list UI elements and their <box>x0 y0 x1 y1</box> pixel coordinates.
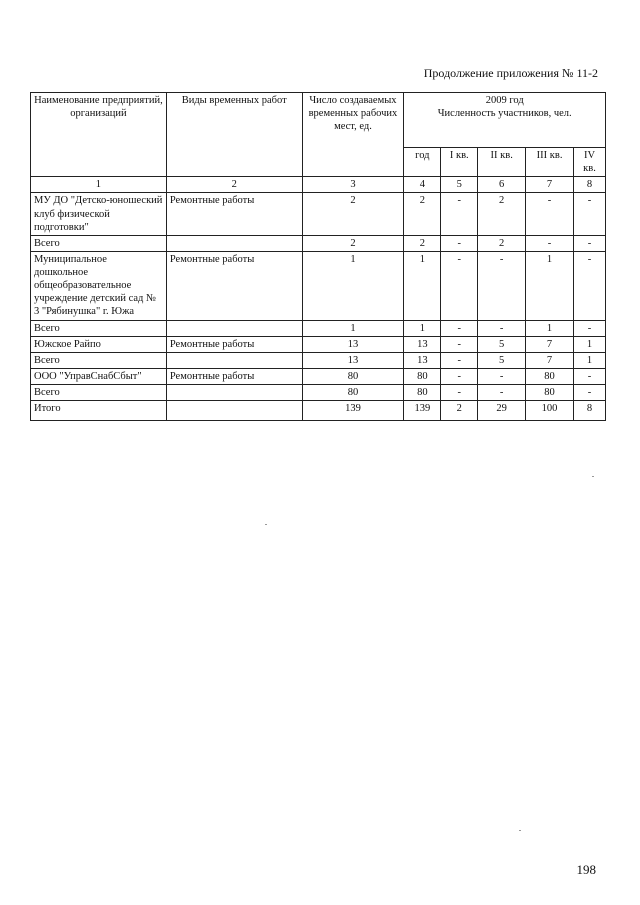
cell-work <box>166 320 302 336</box>
col-number: 5 <box>441 177 478 193</box>
cell-q1: 2 <box>441 401 478 421</box>
cell-q1: - <box>441 352 478 368</box>
cell-work: Ремонтные работы <box>166 251 302 320</box>
table-row <box>31 320 606 336</box>
header-year-group <box>404 93 606 148</box>
cell-q1: - <box>441 336 478 352</box>
cell-work: Ремонтные работы <box>166 336 302 352</box>
table-row <box>31 235 606 251</box>
cell-org: ООО "УправСнабСбыт" <box>31 368 167 384</box>
table-row <box>31 193 606 235</box>
cell-org: Всего <box>31 385 167 401</box>
cell-q2: - <box>478 385 526 401</box>
cell-q1: - <box>441 193 478 235</box>
header-q4: IV кв. <box>574 148 606 177</box>
cell-jobs: 1 <box>302 251 404 320</box>
cell-q4: 8 <box>574 401 606 421</box>
table-row <box>31 251 606 320</box>
cell-q1: - <box>441 235 478 251</box>
table-row <box>31 385 606 401</box>
cell-q3: 1 <box>526 251 574 320</box>
cell-jobs: 2 <box>302 235 404 251</box>
participants-table <box>30 92 606 421</box>
cell-q4: 1 <box>574 352 606 368</box>
cell-q3: 80 <box>526 385 574 401</box>
cell-q4: - <box>574 385 606 401</box>
header-year-total: год <box>404 148 441 177</box>
cell-q3: - <box>526 235 574 251</box>
table-row-total <box>31 401 606 421</box>
cell-q1: - <box>441 251 478 320</box>
cell-jobs: 80 <box>302 368 404 384</box>
header-q3: III кв. <box>526 148 574 177</box>
header-q2: II кв. <box>478 148 526 177</box>
table-row <box>31 368 606 384</box>
cell-q3: 1 <box>526 320 574 336</box>
cell-q2: - <box>478 368 526 384</box>
scan-speck <box>519 830 521 831</box>
cell-year: 1 <box>404 251 441 320</box>
cell-year: 2 <box>404 235 441 251</box>
cell-jobs: 2 <box>302 193 404 235</box>
cell-year: 80 <box>404 368 441 384</box>
cell-work <box>166 235 302 251</box>
cell-work: Ремонтные работы <box>166 368 302 384</box>
col-number: 3 <box>302 177 404 193</box>
cell-jobs: 13 <box>302 336 404 352</box>
table-row <box>31 336 606 352</box>
cell-year: 13 <box>404 352 441 368</box>
header-q1: I кв. <box>441 148 478 177</box>
cell-q3: - <box>526 193 574 235</box>
col-number: 8 <box>574 177 606 193</box>
header-year: 2009 год <box>485 95 524 106</box>
cell-work <box>166 352 302 368</box>
page-number: 198 <box>576 862 596 877</box>
cell-org: Муниципальное дошкольное общеобразовательное учреждение детский сад № 3 "Рябинушка" г. Южа <box>31 251 167 320</box>
cell-q4: - <box>574 368 606 384</box>
cell-year: 13 <box>404 336 441 352</box>
cell-q2: 2 <box>478 193 526 235</box>
cell-q2: 2 <box>478 235 526 251</box>
cell-q2: - <box>478 320 526 336</box>
scan-speck <box>265 524 267 525</box>
cell-q1: - <box>441 320 478 336</box>
cell-q3: 7 <box>526 336 574 352</box>
cell-q3: 80 <box>526 368 574 384</box>
cell-q3: 100 <box>526 401 574 421</box>
cell-org: Итого <box>31 401 167 421</box>
header-org: Наименование предприятий, организаций <box>31 93 167 177</box>
cell-work <box>166 385 302 401</box>
cell-q4: - <box>574 193 606 235</box>
cell-year: 2 <box>404 193 441 235</box>
page-header-title: Продолжение приложения № 11-2 <box>423 66 598 80</box>
cell-org: МУ ДО "Детско-юношеский клуб физической подготовки" <box>31 193 167 235</box>
cell-org: Южское Райпо <box>31 336 167 352</box>
cell-jobs: 80 <box>302 385 404 401</box>
cell-org: Всего <box>31 352 167 368</box>
cell-q2: 5 <box>478 336 526 352</box>
cell-q3: 7 <box>526 352 574 368</box>
cell-q4: - <box>574 235 606 251</box>
cell-q1: - <box>441 368 478 384</box>
scan-speck <box>592 476 594 477</box>
table-row <box>31 352 606 368</box>
col-number: 1 <box>31 177 167 193</box>
cell-org: Всего <box>31 320 167 336</box>
cell-q2: 5 <box>478 352 526 368</box>
cell-q2: 29 <box>478 401 526 421</box>
col-number: 2 <box>166 177 302 193</box>
cell-q1: - <box>441 385 478 401</box>
header-participants: Численность участников, чел. <box>437 108 572 120</box>
cell-jobs: 13 <box>302 352 404 368</box>
cell-year: 1 <box>404 320 441 336</box>
header-work-type: Виды временных работ <box>166 93 302 177</box>
cell-q2: - <box>478 251 526 320</box>
cell-q4: 1 <box>574 336 606 352</box>
cell-work: Ремонтные работы <box>166 193 302 235</box>
col-number: 7 <box>526 177 574 193</box>
cell-jobs: 139 <box>302 401 404 421</box>
col-number: 4 <box>404 177 441 193</box>
cell-q4: - <box>574 320 606 336</box>
header-jobs: Число создаваемых временных рабочих мест, ед. <box>302 93 404 177</box>
col-number: 6 <box>478 177 526 193</box>
cell-jobs: 1 <box>302 320 404 336</box>
cell-org: Всего <box>31 235 167 251</box>
cell-work <box>166 401 302 421</box>
cell-q4: - <box>574 251 606 320</box>
cell-year: 139 <box>404 401 441 421</box>
cell-year: 80 <box>404 385 441 401</box>
